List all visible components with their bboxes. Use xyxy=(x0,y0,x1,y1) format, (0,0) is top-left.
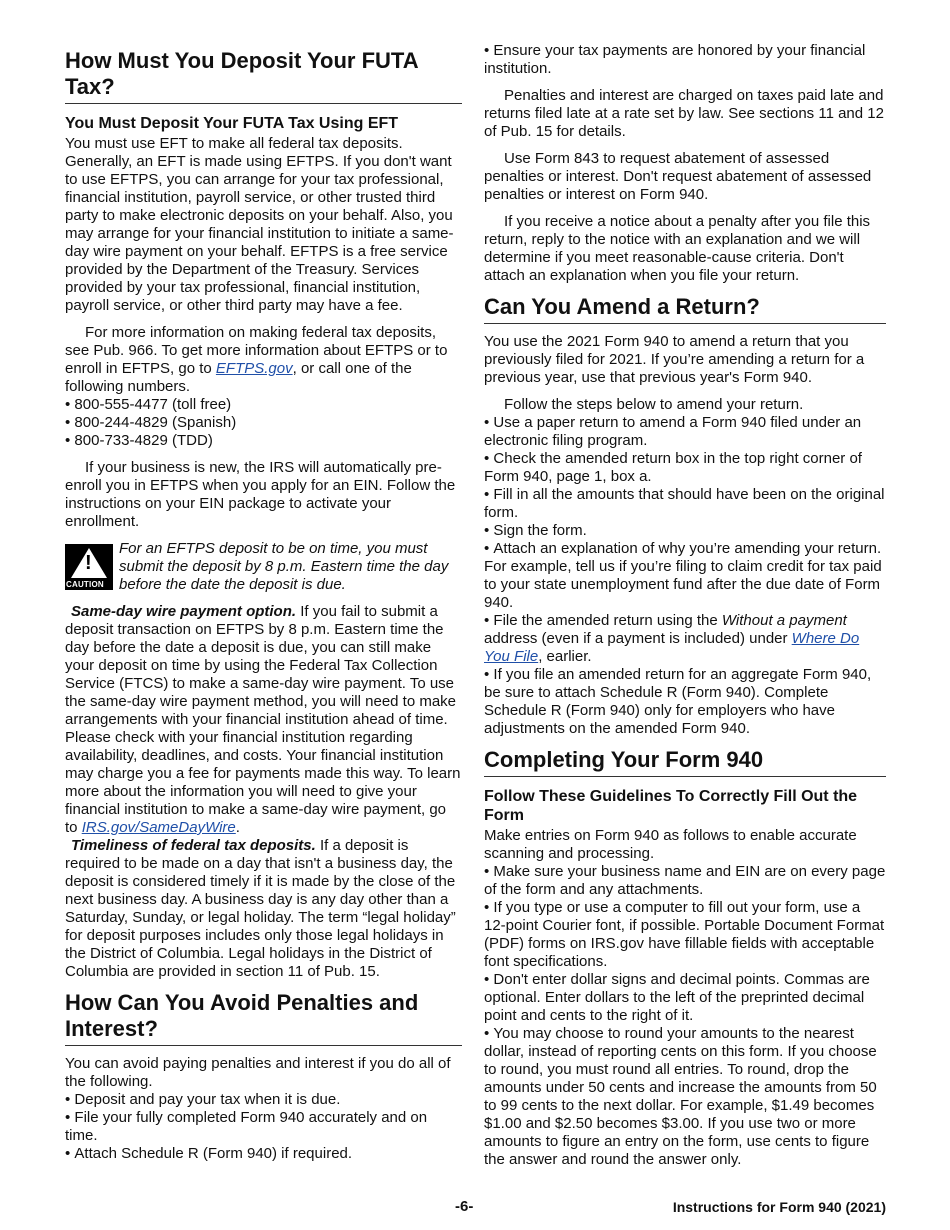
text-run: , or call one of the following numbers. xyxy=(65,360,412,395)
text-run: If your business is new, the IRS will automatically pre-enroll you in EFTPS when you apply for an EIN. Follow the instructions on your EIN package to activate your enrollment. xyxy=(65,459,456,530)
bullet-item xyxy=(65,1109,462,1145)
text-run: You can avoid paying penalties and interest if you do all of the following. xyxy=(65,1055,451,1090)
right-column xyxy=(484,42,886,1169)
paragraph xyxy=(65,1055,462,1091)
text-run: Attach an explanation of why you’re amending your return. For example, tell us if you’re filing to claim credit for tax paid to your state unemployment fund after the due date of Form 940. xyxy=(484,540,882,611)
link[interactable]: Where Do You File xyxy=(484,630,860,665)
text-run: Use a paper return to amend a Form 940 filed under an electronic filing program. xyxy=(484,414,862,449)
text-run: If a deposit is required to be made on a day that isn't a business day, the deposit is considered timely if it is made by the close of the next business day. A business day is any day other than a Saturday, Sunday, or legal holiday. The term “legal holiday” for deposit purposes includes only those legal holidays in the District of Columbia. Legal holidays in the District of Columbia are provided in section 11 of Pub. 15. xyxy=(65,837,456,980)
bullet-item xyxy=(65,1145,462,1163)
text-run: Penalties and interest are charged on taxes paid late and returns filed late at a rate set by law. See sections 11 and 12 of Pub. 15 for details. xyxy=(484,87,884,140)
caution-icon: ! CAUTION xyxy=(65,544,113,590)
bullet-item xyxy=(484,540,886,612)
text-run: Check the amended return box in the top right corner of Form 940, page 1, box a. xyxy=(484,450,862,485)
subsection-heading: You Must Deposit Your FUTA Tax Using EFT xyxy=(65,115,399,132)
bullet-item xyxy=(484,42,886,78)
link[interactable]: EFTPS.gov xyxy=(215,360,293,377)
subsection-heading: Follow These Guidelines To Correctly Fill Out the Form xyxy=(484,788,858,824)
text-run: Ensure your tax payments are honored by your financial institution. xyxy=(484,42,866,77)
text-run: If you receive a notice about a penalty after you file this return, reply to the notice with an explanation and we will determine if you meet reasonable-cause criteria. Don't attach an explanation when you file your return. xyxy=(484,213,871,284)
paragraph xyxy=(65,324,462,396)
footer-title: Instructions for Form 940 (2021) xyxy=(672,1199,886,1215)
bullet-item xyxy=(484,486,886,522)
bullet-item xyxy=(484,899,886,971)
bullet-item xyxy=(484,612,886,666)
text-run: For more information on making federal tax deposits, see Pub. 966. To get more information about EFTPS or to enroll in EFTPS, go to xyxy=(65,324,448,377)
text-run: , earlier. xyxy=(538,648,592,665)
bullet-item xyxy=(484,863,886,899)
caution-text: For an EFTPS deposit to be on time, you must submit the deposit by 8 p.m. Eastern time the day before the date the deposit is due. xyxy=(119,540,449,593)
text-run: Make sure your business name and EIN are on every page of the form and any attachments. xyxy=(484,863,886,898)
paragraph xyxy=(484,150,886,204)
caution-note xyxy=(65,540,462,594)
text-run: . xyxy=(235,819,240,836)
section-heading: Completing Your Form 940 xyxy=(484,747,886,777)
run-in-heading: Same-day wire payment option. xyxy=(71,603,297,620)
bullet-item xyxy=(65,396,462,414)
text-run: Don't enter dollar signs and decimal points. Commas are optional. Enter dollars to the left of the preprinted decimal point and cents to the right of it. xyxy=(484,971,870,1024)
text-run: 800-555-4477 (toll free) xyxy=(74,396,232,413)
bullet-item xyxy=(65,432,462,450)
text-run: 800-244-4829 (Spanish) xyxy=(74,414,237,431)
text-run: Deposit and pay your tax when it is due. xyxy=(74,1091,341,1108)
text-run: Sign the form. xyxy=(493,522,587,539)
bullet-item xyxy=(484,971,886,1025)
text-run: You use the 2021 Form 940 to amend a return that you previously filed for 2021. If you’re amending a return for a previous year, use that previous year's Form 940. xyxy=(484,333,865,386)
section-heading: How Can You Avoid Penalties and Interest? xyxy=(65,990,462,1046)
text-run: File the amended return using the xyxy=(493,612,722,629)
italic-text: Without a payment xyxy=(721,612,847,629)
text-run: You must use EFT to make all federal tax deposits. Generally, an EFT is made using EFTPS. If you don't want to use EFTPS, you can arrange for your tax professional, financial institution, payroll service, or other trusted third party to make electronic deposits on your behalf. Also, you may arrange for your financial institution to initiate a same-day wire payment on your behalf. EFTPS is a free service provided by the Department of the Treasury. Services provided by your tax professional, financial institution, payroll service, or other third party may have a fee. xyxy=(65,135,454,314)
text-run: Fill in all the amounts that should have been on the original form. xyxy=(484,486,885,521)
text-run: Make entries on Form 940 as follows to enable accurate scanning and processing. xyxy=(484,827,857,862)
paragraph xyxy=(484,87,886,141)
bullet-item xyxy=(65,1091,462,1109)
text-run: 800-733-4829 (TDD) xyxy=(74,432,213,449)
bullet-item xyxy=(65,414,462,432)
text-run: address (even if a payment is included) under xyxy=(484,630,792,647)
caution-label: CAUTION xyxy=(66,580,104,589)
section-heading: How Must You Deposit Your FUTA Tax? xyxy=(65,48,462,104)
text-run: You may choose to round your amounts to the nearest dollar, instead of reporting cents on this form. If you choose to round, you must round all entries. To round, drop the amounts under 50 cents and increase the amounts from 50 to 99 cents to the next dollar. For example, $1.49 becomes $1.00 and $2.50 becomes $3.00. If you use two or more amounts to figure an entry on the form, use cents to figure the answer and round the answer only. xyxy=(484,1025,877,1168)
text-run: If you fail to submit a deposit transaction on EFTPS by 8 p.m. Eastern time the day before the date a deposit is due, you can still make your deposit on time by using the Federal Tax Collection Service (FTCS) to make a same-day wire payment. To use the same-day wire payment method, you will need to make arrangements with your financial institution ahead of time. Please check with your financial institution regarding availability, deadlines, and costs. Your financial institution may charge you a fee for payments made this way. To learn more about the information you will need to give your financial institution to make a same-day wire payment, go to xyxy=(65,603,461,836)
bullet-item xyxy=(484,522,886,540)
left-column xyxy=(65,40,462,1163)
paragraph xyxy=(484,213,886,285)
paragraph xyxy=(484,396,886,414)
text-run: If you file an amended return for an aggregate Form 940, be sure to attach Schedule R (Form 940). Complete Schedule R (Form 940) only for employers who have adjustments on the amended Form 940. xyxy=(484,666,872,737)
paragraph xyxy=(484,827,886,863)
paragraph xyxy=(484,333,886,387)
text-run: Use Form 843 to request abatement of assessed penalties or interest. Don't request abatement of assessed penalties or interest on Form 940. xyxy=(484,150,872,203)
bullet-item xyxy=(484,414,886,450)
text-run: Attach Schedule R (Form 940) if required. xyxy=(74,1145,353,1162)
bullet-item xyxy=(484,1025,886,1169)
run-in-heading: Timeliness of federal tax deposits. xyxy=(71,837,316,854)
section-heading: Can You Amend a Return? xyxy=(484,294,886,324)
paragraph xyxy=(65,837,462,981)
text-run: File your fully completed Form 940 accurately and on time. xyxy=(65,1109,428,1144)
text-run: If you type or use a computer to fill out your form, use a 12-point Courier font, if possible. Portable Document Format (PDF) forms on IRS.gov have fillable fields with acceptable font specifications. xyxy=(484,899,885,970)
link[interactable]: IRS.gov/SameDayWire xyxy=(81,819,236,836)
page-number: -6- xyxy=(455,1198,474,1215)
paragraph xyxy=(65,459,462,531)
bullet-item xyxy=(484,450,886,486)
paragraph xyxy=(65,603,462,837)
bullet-item xyxy=(484,666,886,738)
text-run: Follow the steps below to amend your return. xyxy=(504,396,804,413)
paragraph xyxy=(65,135,462,315)
